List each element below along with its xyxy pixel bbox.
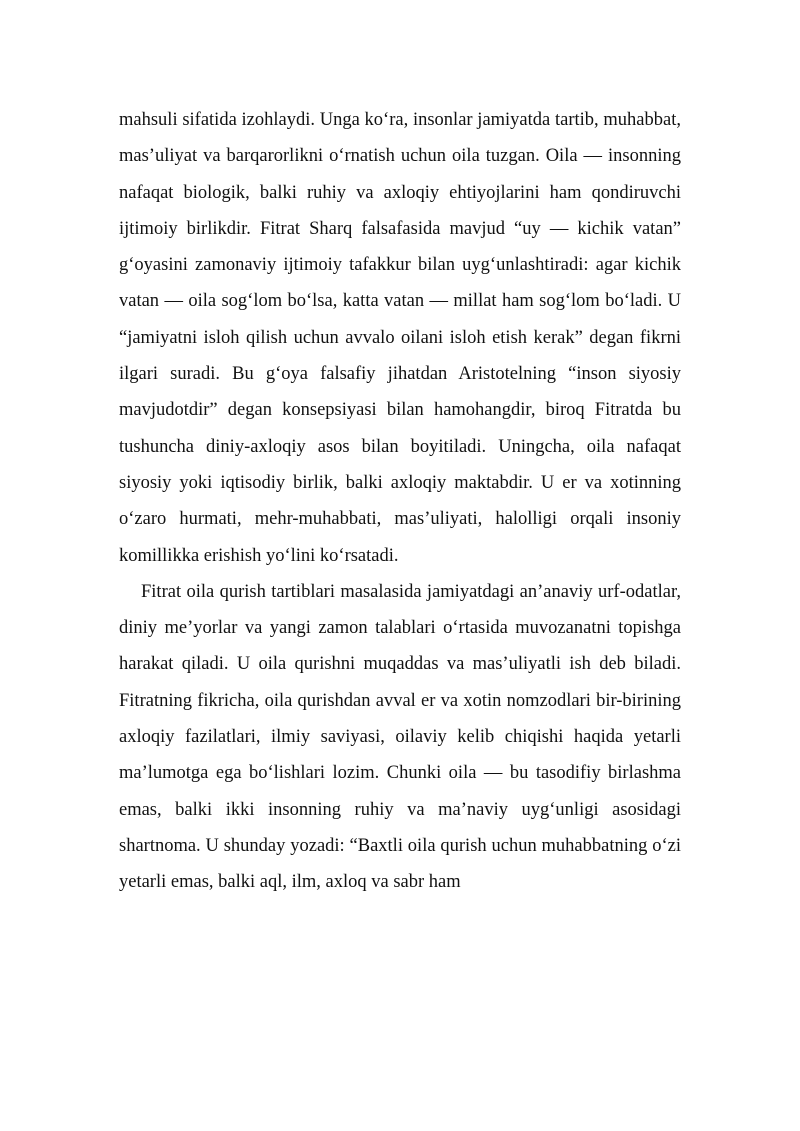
paragraph: mahsuli sifatida izohlaydi. Unga ko‘ra, insonlar jamiyatda tartib, muhabbat, mas’uliyat va barqarorlikni o‘rnatish uchun oila tuzgan. Oila — insonning nafaqat biologik, balki ruhiy va axloqiy ehtiyojlarini ham qondiruvchi ijtimoiy birlikdir. Fitrat Sharq falsafasida mavjud “uy — kichik vatan” g‘oyasini zamonaviy ijtimoiy tafakkur bilan uyg‘unlashtiradi: agar kichik vatan — oila sog‘lom bo‘lsa, katta vatan — millat ham sog‘lom bo‘ladi. U “jamiyatni isloh qilish uchun avvalo oilani isloh etish kerak” degan fikrni ilgari suradi. Bu g‘oya falsafiy jihatdan Aristotelning “inson siyosiy mavjudotdir” degan konsepsiyasi bilan hamohangdir, biroq Fitratda bu tushuncha diniy-axloqiy asos bilan boyitiladi. Uningcha, oila nafaqat siyosiy yoki iqtisodiy birlik, balki axloqiy maktabdir. U er va xotinning o‘zaro hurmati, mehr-muhabbati, mas’uliyati, halolligi orqali insoniy komillikka erishish yo‘lini ko‘rsatadi. — [119, 110, 681, 566]
paragraph: Fitrat oila qurish tartiblari masalasida jamiyatdagi an’anaviy urf-odatlar, diniy me’yorlar va yangi zamon talablari o‘rtasida muvozanatni topishga harakat qiladi. U oila qurishni muqaddas va mas’uliyatli ish deb biladi. Fitratning fikricha, oila qurishdan avval er va xotin nomzodlari bir-birining axloqiy fazilatlari, ilmiy saviyasi, oilaviy kelib chiqishi haqida yetarli ma’lumotga ega bo‘lishlari lozim. Chunki oila — bu tasodifiy birlashma emas, balki ikki insonning ruhiy va ma’naviy uyg‘unligi asosidagi shartnoma. U shunday yozadi: “Baxtli oila qurish uchun muhabbatning o‘zi yetarli emas, balki aql, ilm, axloq va sabr ham — [119, 581, 681, 893]
document-page — [119, 102, 681, 901]
